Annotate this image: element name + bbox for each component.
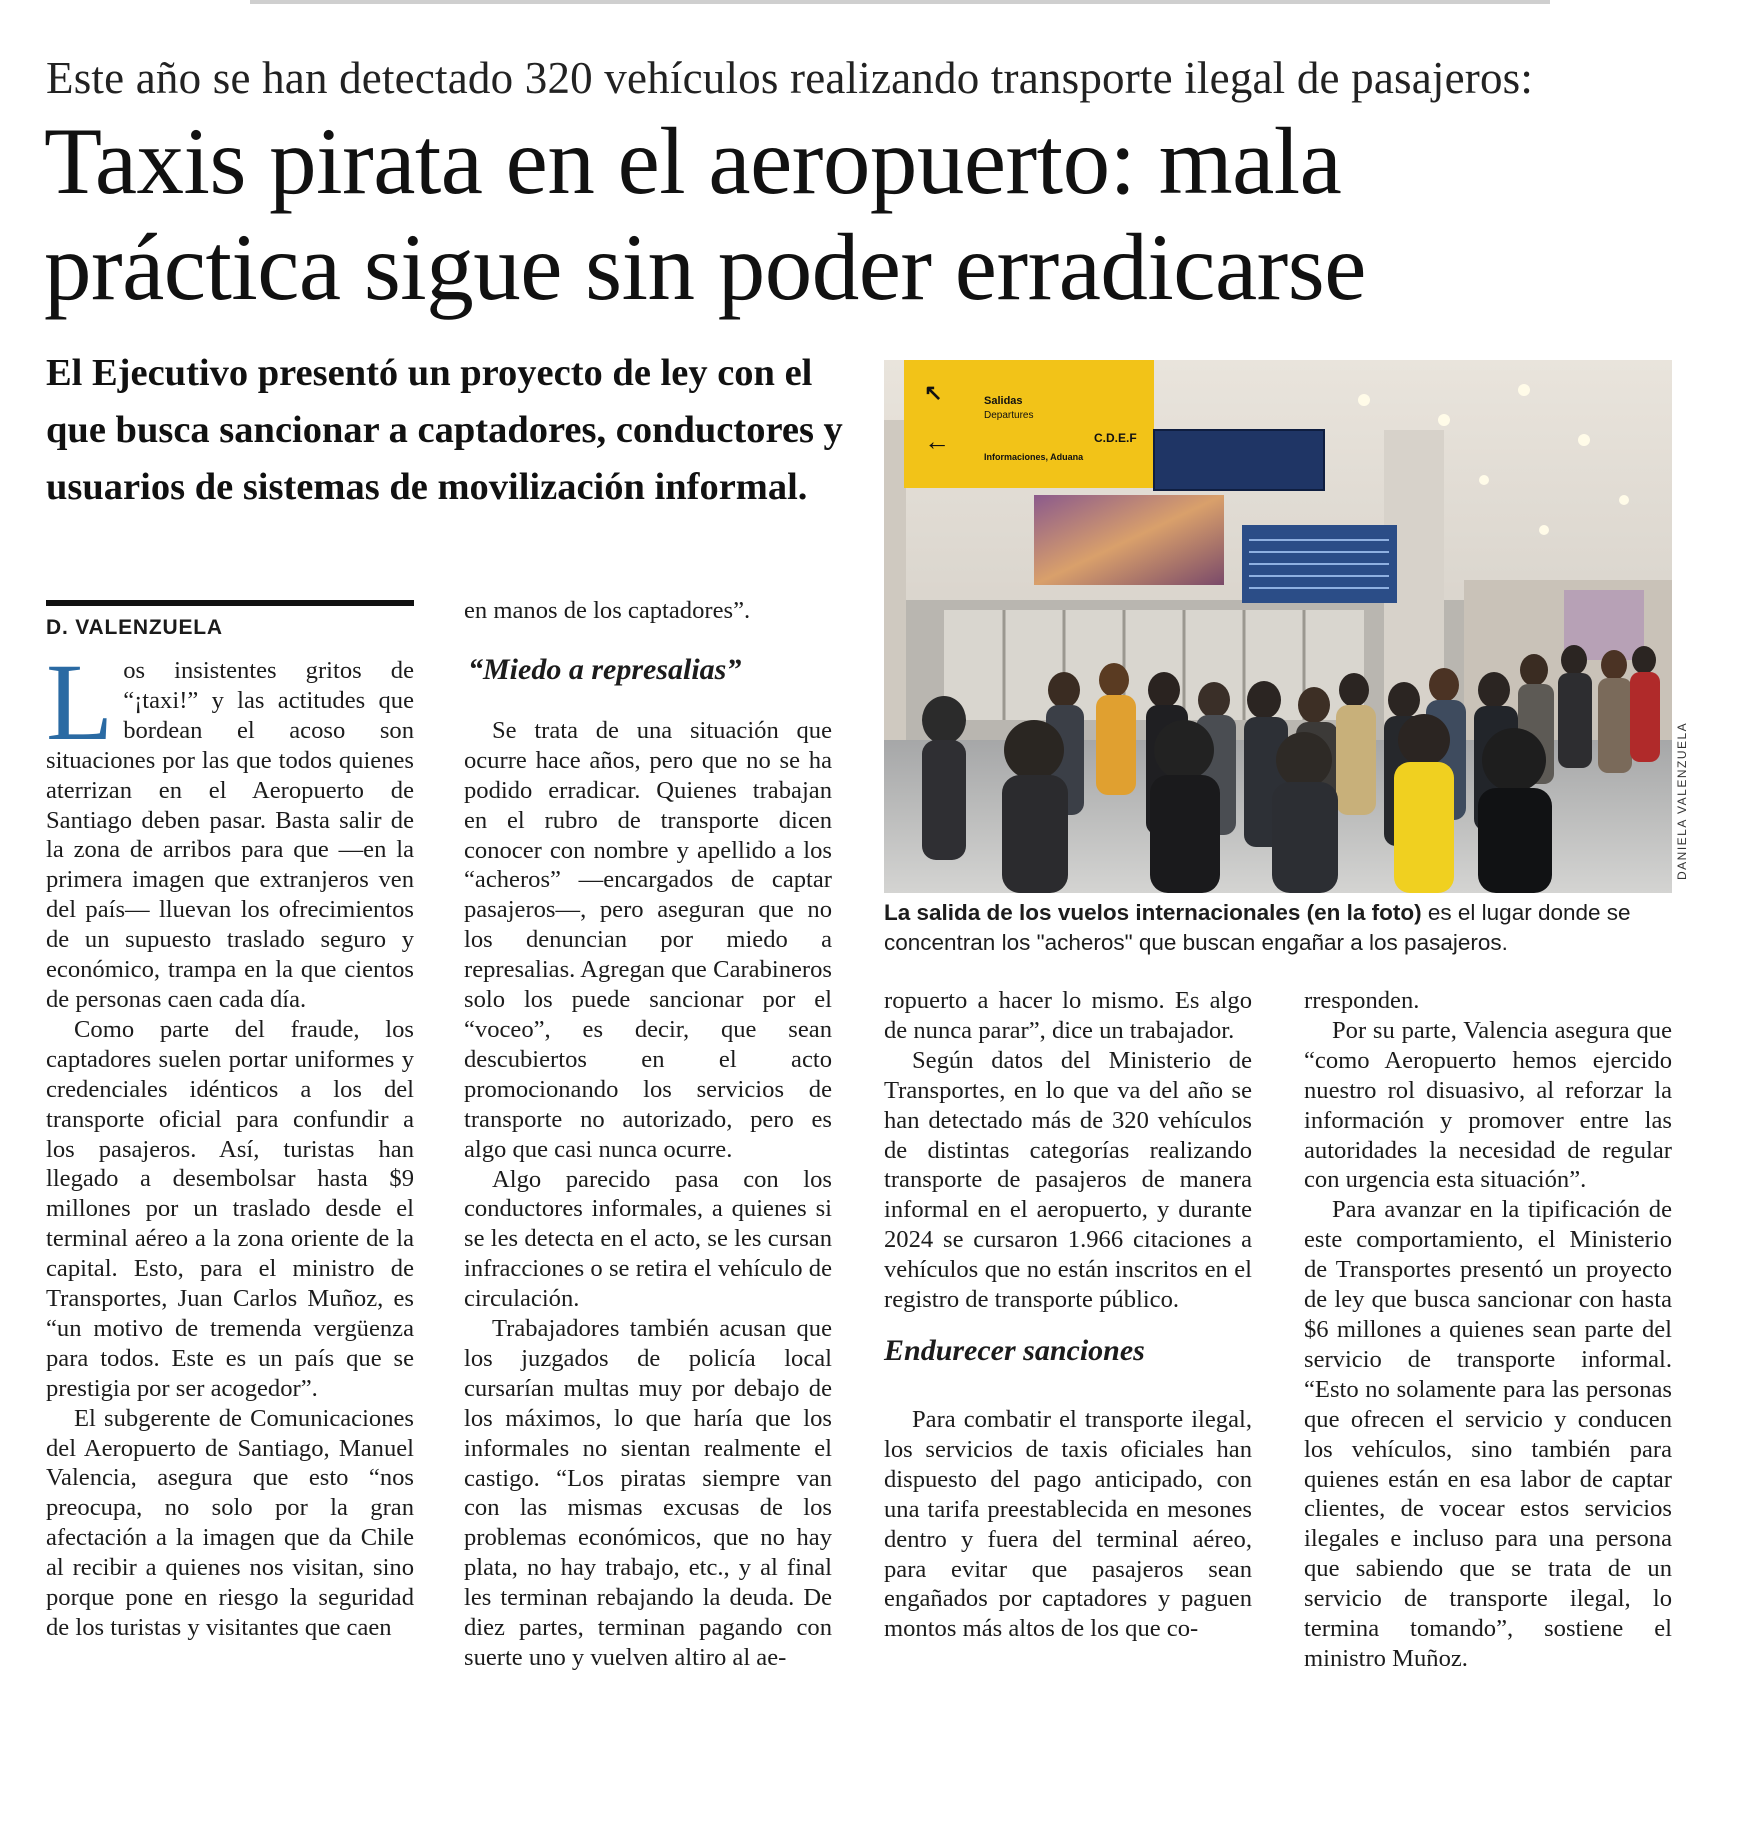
paragraph-3-continued: en manos de los captadores”. [464, 597, 751, 624]
photo-credit: DANIELA VALENZUELA [1675, 721, 1689, 880]
paragraph-9: Por su parte, Valencia asegura que “como Aeropuerto hemos ejercido nuestro rol disuasivo, al reforzar la información y promover entre las autoridades la necesidad de regular con urgencia esta situación”. [1304, 1016, 1672, 1194]
headline-line-2: práctica sigue sin poder erradicarse [44, 214, 1366, 320]
headline [44, 108, 1724, 320]
byline: D. VALENZUELA [46, 616, 223, 639]
drop-cap: L [46, 641, 114, 763]
byline-rule [46, 600, 414, 606]
pillar [884, 420, 906, 780]
column-2 [464, 596, 832, 1673]
sign-text-cdef: C.D.E.F [1094, 431, 1137, 445]
blue-direction-sign [1154, 430, 1324, 490]
paragraph-2: Como parte del fraude, los captadores suelen portar uniformes y credenciales idénticos a los del transporte oficial para confundir a los pasajeros. Así, turistas han llegado a desembolsar hasta $9 millones por un traslado desde el terminal aéreo a la zona oriente de la capital. Esto, para el ministro de Transportes, Juan Carlos Muñoz, es “un motivo de tremenda vergüenza para todos. Este es un país que se prestigia por ser acogedor”. [46, 1015, 414, 1402]
paragraph-6-continued: ropuerto a hacer lo mismo. Es algo de nunca parar”, dice un trabajador. [884, 987, 1252, 1044]
kicker: Este año se han detectado 320 vehículos realizando transporte ilegal de pasajeros: [46, 53, 1534, 103]
paragraph-3: El subgerente de Comunicaciones del Aeropuerto de Santiago, Manuel Valencia, asegura que esto “nos preocupa, no solo por la gran afectación a la imagen que da Chile al recibir a quienes nos visitan, sino porque pone en riesgo la seguridad de los turistas y visitantes que caen [46, 1404, 414, 1641]
paragraph-4: Se trata de una situación que ocurre hace años, pero que no se ha podido erradicar. Quienes trabajan en el rubro de transporte dicen conocer con nombre y apellido a los “acheros” —encargados de captar pasajeros—, pero aseguran que no los denuncian por miedo a represalias. Agregan que Carabineros solo los puede sancionar por el “voceo”, es decir, que sean descubiertos en el acto promocionando los servicios de transporte no autorizado, pero es algo que casi nunca ocurre. [464, 716, 832, 1163]
caption-bold: La salida de los vuelos internacionales (en la foto) [884, 900, 1422, 925]
paragraph-8: Para combatir el transporte ilegal, los servicios de taxis oficiales han dispuesto del pago anticipado, con una tarifa preestablecida en mesones dentro y fuera del terminal aéreo, para evitar que pasajeros sean engañados por captadores y paguen montos más altos de los que co- [884, 1405, 1252, 1643]
sign-text-informaciones: Informaciones, Aduana [984, 452, 1084, 462]
column-1 [46, 641, 414, 1643]
paragraph-1 [46, 641, 414, 1015]
deck: El Ejecutivo presentó un proyecto de ley con el que busca sancionar a captadores, conductores y usuarios de sistemas de movilización informal. [46, 352, 843, 508]
paragraph-10: Para avanzar en la tipificación de este comportamiento, el Ministerio de Transportes presentó un proyecto de ley que busca sancionar con hasta $6 millones a quienes sean parte del servicio de transporte informal. “Esto no solamente para las personas que ofrecen el servicio y conducen los vehículos, sino también para quienes están en esa labor de captar clientes, de vocear estos servicios ilegales e incluso para una persona que sabiendo que se trata de un servicio de transporte ilegal, lo termina tomando”, sostiene el ministro Muñoz. [1304, 1196, 1672, 1672]
sign-text-departures: Departures [984, 410, 1034, 421]
yellow-direction-sign [904, 360, 1154, 488]
subhead-miedo-a-represalias: “Miedo a represalias” [468, 652, 742, 686]
paragraph-5: Algo parecido pasa con los conductores informales, a quienes si se les detecta en el acto, se les cursan infracciones o se retira el vehículo de circulación. [464, 1165, 832, 1313]
paragraph-6: Trabajadores también acusan que los juzgados de policía local cursarían multas muy por debajo de los máximos, lo que haría que los informales no sientan realmente el castigo. “Los piratas siempre van con las mismas excusas de los problemas económicos, que no hay plata, no hay trabajo, etc., y al final les terminan rebajando la deuda. De diez partes, terminan pagando con suerte uno y vuelven altiro al ae- [464, 1315, 832, 1671]
paragraph-1-text: os insistentes gritos de “¡taxi!” y las actitudes que bordean el acoso son situaciones por las que todos quienes aterrizan en el Aeropuerto de Santiago deben pasar. Basta salir de la zona de arribos para que —en la primera imagen que extranjeros ven del país— lluevan los ofrecimientos de un supuesto traslado seguro y económico, trampa en la que cientos de personas caen cada día. [46, 657, 414, 1013]
caption-text: es el lugar donde se concentran los "acheros" que buscan engañar a los pasajeros. [884, 900, 1631, 955]
airport-photo [884, 360, 1672, 893]
paragraph-7: Según datos del Ministerio de Transportes, en lo que va del año se han detectado más de 320 vehículos de distintas categorías realizando transporte de pasajeros de manera informal en el aeropuerto, y durante 2024 se cursaron 1.966 citaciones a vehículos que no están inscritos en el registro de transporte público. [884, 1046, 1252, 1314]
photo-caption [884, 898, 1684, 958]
subhead-endurecer-sanciones: Endurecer sanciones [884, 1333, 1145, 1367]
column-4 [1304, 986, 1672, 1674]
airport-photo-illustration [884, 360, 1672, 893]
ad-screen [1034, 495, 1224, 585]
paragraph-8-continued: rresponden. [1304, 987, 1420, 1014]
svg-text:↖: ↖ [924, 380, 943, 405]
sign-text-salidas: Salidas [984, 395, 1023, 407]
headline-line-1: Taxis pirata en el aeropuerto: mala [44, 108, 1342, 214]
top-rule [250, 0, 1550, 4]
column-3 [884, 986, 1252, 1644]
svg-text:←: ← [924, 426, 950, 456]
